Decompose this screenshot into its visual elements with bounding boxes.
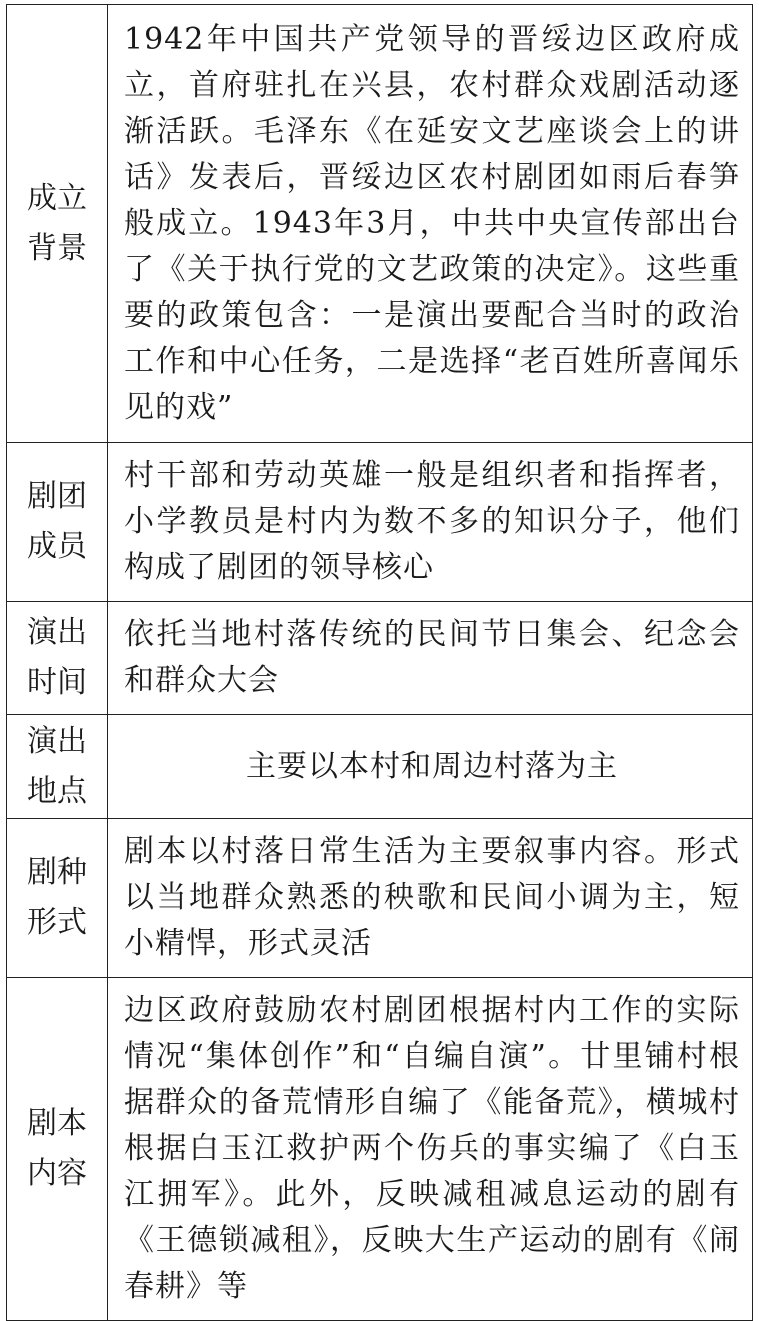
row-label <box>7 978 108 1321</box>
row-label <box>7 715 108 819</box>
table-row-background <box>7 5 753 443</box>
row-label-line: 背景 <box>27 230 87 266</box>
row-content: 主要以本村和周边村落为主 <box>108 715 753 819</box>
row-label <box>7 602 108 715</box>
table-row-location <box>7 715 753 819</box>
table-row-time <box>7 602 753 715</box>
row-label-line: 演出 <box>27 615 87 650</box>
table-row-form <box>7 819 753 978</box>
row-label <box>7 819 108 978</box>
row-label-line: 时间 <box>27 665 87 700</box>
info-table <box>6 4 753 1321</box>
row-label-line: 形式 <box>27 905 87 940</box>
row-label-line: 成员 <box>27 529 87 564</box>
row-label-line: 剧本 <box>27 1106 87 1141</box>
row-label-line: 演出 <box>27 723 87 759</box>
row-label-line: 成立 <box>27 180 87 216</box>
table-row-script <box>7 978 753 1321</box>
table-row-members <box>7 443 753 602</box>
row-label-line: 地点 <box>27 773 87 809</box>
row-content: 村干部和劳动英雄一般是组织者和指挥者，小学教员是村内为数不多的知识分子，他们构成了剧团的领导核心 <box>108 443 753 602</box>
row-content: 1942年中国共产党领导的晋绥边区政府成立，首府驻扎在兴县，农村群众戏剧活动逐渐活跃。毛泽东《在延安文艺座谈会上的讲话》发表后，晋绥边区农村剧团如雨后春笋般成立。1943年3月，中共中央宣传部出台了《关于执行党的文艺政策的决定》。这些重要的政策包含：一是演出要配合当时的政治工作和中心任务，二是选择“老百姓所喜闻乐见的戏” <box>108 5 753 443</box>
row-label-line: 内容 <box>27 1156 87 1191</box>
row-content: 依托当地村落传统的民间节日集会、纪念会和群众大会 <box>108 602 753 715</box>
row-label-line: 剧团 <box>27 479 87 514</box>
row-label-line: 剧种 <box>27 855 87 890</box>
row-content: 剧本以村落日常生活为主要叙事内容。形式以当地群众熟悉的秧歌和民间小调为主，短小精悍，形式灵活 <box>108 819 753 978</box>
row-content: 边区政府鼓励农村剧团根据村内工作的实际情况“集体创作”和“自编自演”。廿里铺村根据群众的备荒情形自编了《能备荒》，横城村根据白玉江救护两个伤兵的事实编了《白玉江拥军》。此外，反映减租减息运动的剧有《王德锁减租》，反映大生产运动的剧有《闹春耕》等 <box>108 978 753 1321</box>
row-label <box>7 5 108 443</box>
row-label <box>7 443 108 602</box>
